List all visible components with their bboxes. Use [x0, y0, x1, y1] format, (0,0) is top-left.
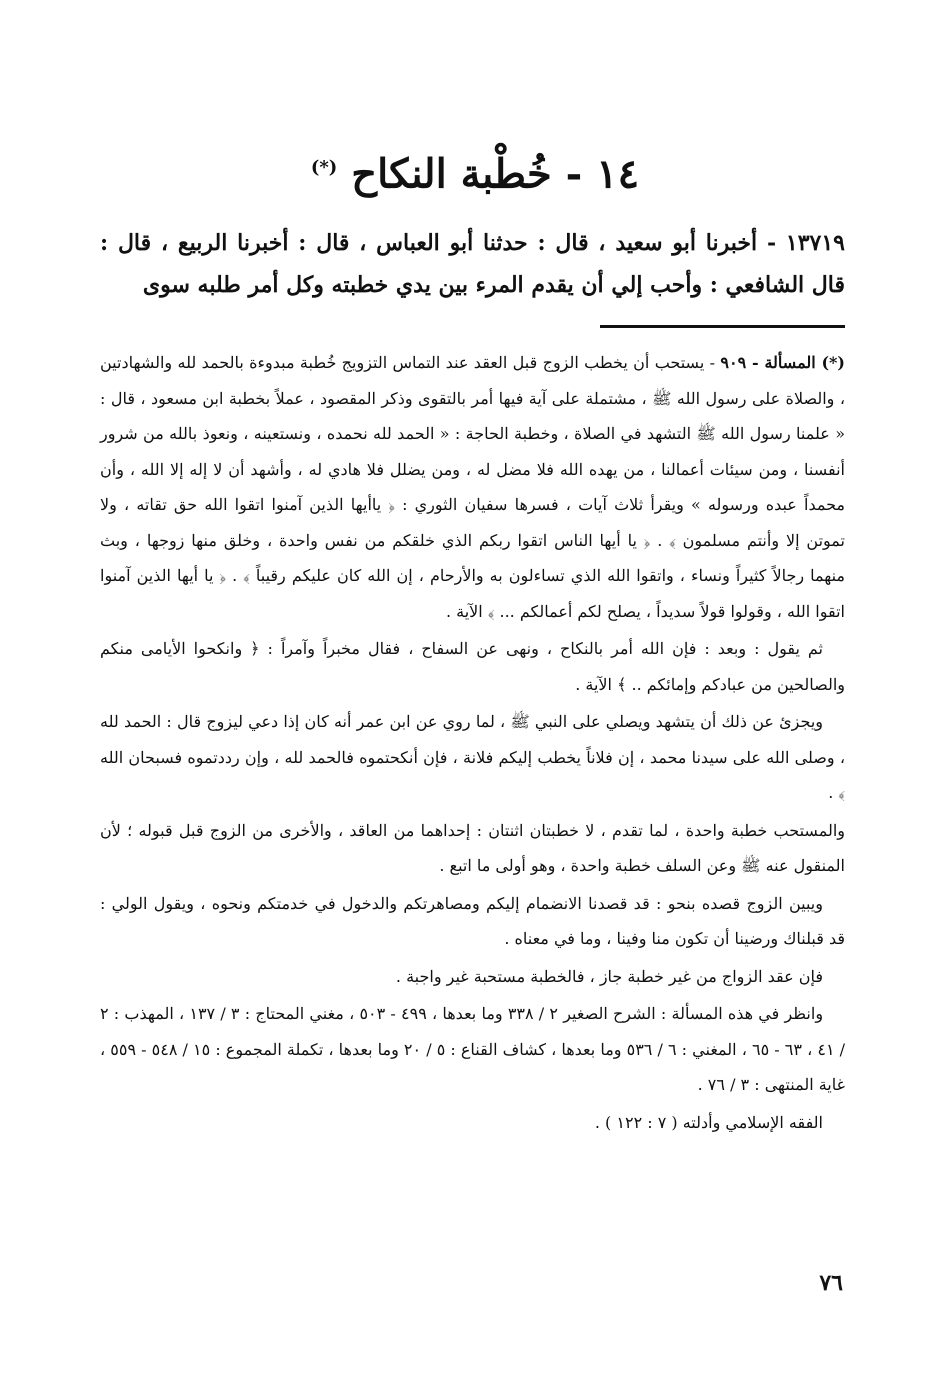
page-number: ٧٦ [819, 1270, 843, 1296]
footnote-paragraph: فإن عقد الزواج من غير خطبة جاز ، فالخطبة مستحبة غير واجبة . [395, 966, 823, 986]
footnote-paragraph: ثم يقول : وبعد : فإن الله أمر بالنكاح ، ونهى عن السفاح ، فقال مخبراً وآمراً : ﴿ وانكحوا الأيامى منكم والصالحين من عبادكم وإمائكم .. ﴾ الآية . [100, 639, 845, 694]
main-paragraph: ١٣٧١٩ - أخبرنا أبو سعيد ، قال : حدثنا أبو العباس ، قال : أخبرنا الربيع ، قال : قال الشافعي : وأحب إلي أن يقدم المرء بين يدي خطبته وكل أمر طلبه سوى [100, 230, 845, 298]
chapter-title [100, 138, 850, 204]
footnote-separator [600, 325, 845, 328]
footnote-marker: (*) [310, 157, 338, 178]
footnote-paragraph: ويجزئ عن ذلك أن يتشهد ويصلي على النبي ﷺ ، لما روي عن ابن عمر أنه كان إذا دعي ليزوج قال : الحمد لله ، وصلى الله على سيدنا محمد ، إن فلاناً يخطب إليكم فلانة ، فإن أنكحتموه فالحمد لله ، وإن رددتموه فسبحان الله ﴾ . [100, 712, 845, 802]
footnotes [100, 345, 845, 1142]
footnote-references: وانظر في هذه المسألة : الشرح الصغير ٢ / ٣٣٨ وما بعدها ، ٤٩٩ - ٥٠٣ ، مغني المحتاج : ٣ / ١٣٧ ، المهذب : ٢ / ٤١ ، ٦٣ - ٦٥ ، المغني : ٦ / ٥٣٦ وما بعدها ، كشاف القناع : ٥ / ٢٠ وما بعدها ، تكملة المجموع : ١٥ / ٥٤٨ - ٥٥٩ ، غاية المنتهى : ٣ / ٧٦ . [100, 1004, 846, 1094]
footnote-paragraph: ويبين الزوج قصده بنحو : قد قصدنا الانضمام إليكم ومصاهرتكم والدخول في خدمتكم ونحوه ، ويقول الولي : قد قبلناك ورضينا أن تكون منا وفينا ، وما في معناه . [100, 893, 845, 948]
footnote-source: الفقه الإسلامي وأدلته ( ٧ : ١٢٢ ) . [594, 1112, 823, 1132]
chapter-title-text: ١٤ - خُطْبة النكاح [351, 150, 640, 198]
footnote-text: - يستحب أن يخطب الزوج قبل العقد عند التماس التزويج خُطبة مبدوءة بالحمد لله والشهادتين ، والصلاة على رسول الله ﷺ ، مشتملة على آية فيها أمر بالتقوى وذكر المقصود ، عملاً بخطبة ابن مسعود ، قال : « علمنا رسول الله ﷺ التشهد في الصلاة ، وخطبة الحاجة : « الحمد لله نحمده ، ونستعينه ، ونعوذ بالله من شرور أنفسنا ، ومن سيئات أعمالنا ، من يهده الله فلا مضل له ، ومن يضلل فلا هادي له ، وأشهد أن لا إله إلا الله ، وأن محمداً عبده ورسوله » ويقرأ ثلاث آيات ، فسرها سفيان الثوري : ﴿ ياأيها الذين آمنوا اتقوا الله حق تقاته ، ولا تموتن إلا وأنتم مسلمون ﴾ . ﴿ يا أيها الناس اتقوا ربكم الذي خلقكم من نفس واحدة ، وخلق منها زوجها ، وبث منهما رجالاً كثيراً ونساء ، واتقوا الله الذي تساءلون به والأرحام ، إن الله كان عليكم رقيباً ﴾ . ﴿ يا أيها الذين آمنوا اتقوا الله ، وقولوا قولاً سديداً ، يصلح لكم أعمالكم ... ﴾ الآية . [100, 353, 846, 621]
footnote-paragraph: والمستحب خطبة واحدة ، لما تقدم ، لا خطبتان اثنتان : إحداهما من العاقد ، والأخرى من الزوج قبل قبوله ؛ لأن المنقول عنه ﷺ وعن السلف خطبة واحدة ، وهو أولى ما اتبع . [100, 820, 845, 875]
footnote-lead: (*) المسألة - ٩٠٩ [720, 353, 845, 372]
footnote-paragraph [100, 345, 845, 629]
main-text [100, 222, 845, 306]
